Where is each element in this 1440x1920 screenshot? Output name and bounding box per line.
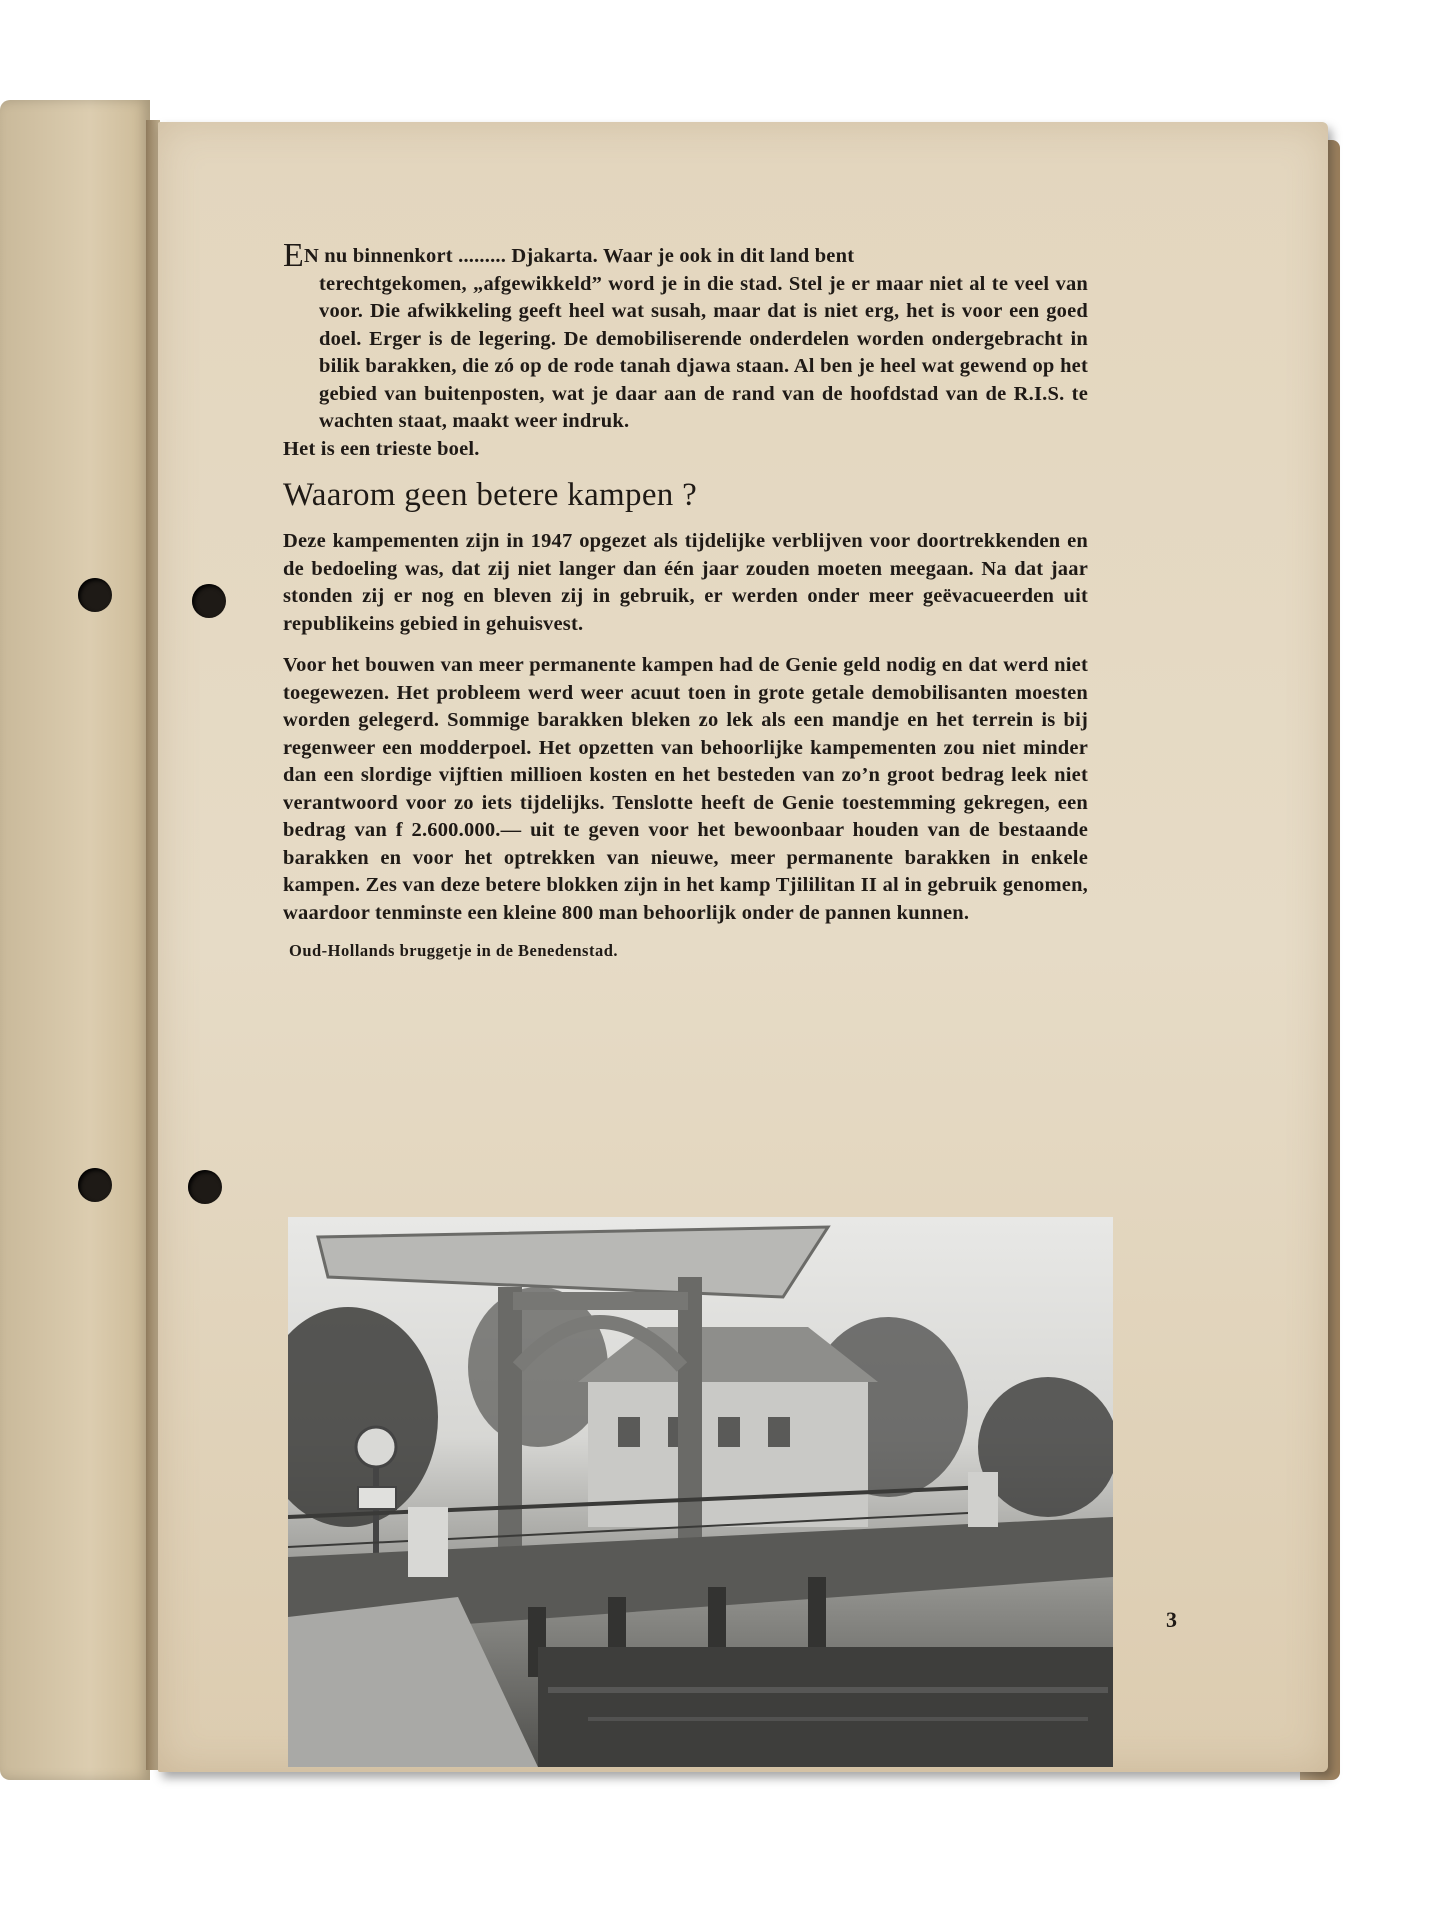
page-number: 3 xyxy=(1166,1607,1177,1632)
page-text xyxy=(283,237,1088,983)
punch-hole-upper xyxy=(192,584,226,618)
body-paragraph-2: Voor het bouwen van meer permanente kampen had de Genie geld nodig en dat werd niet toegewezen. Het probleem werd weer acuut toen in grote getale demobilisanten moesten worden gelegerd. Sommige barakken bleken zo lek als een mandje en het terrein is bij regenweer een modderpoel. Het opzetten van behoorlijke kampementen zou niet minder dan een slordige vijftien millioen kosten en het besteden van zo’n groot bedrag leek niet verantwoord voor zo iets tijdelijks. Tenslotte heeft de Genie toestemming gekregen, een bedrag van f 2.600.000.— uit te geven voor het bewoonbaar houden van de bestaande barakken en voor het optrekken van nieuwe, meer permanente barakken in enkele kampen. Zes van deze betere blokken zijn in het kamp Tjililitan II al in gebruik genomen, waardoor tenminste een kleine 800 man behoorlijk onder de pannen kunnen. xyxy=(283,654,1088,924)
lead-first-line-text: N nu binnenkort ......... Djakarta. Waar je ook in dit land bent xyxy=(303,245,855,267)
punch-hole-left-upper xyxy=(78,578,112,612)
previous-page-edge xyxy=(0,100,150,1780)
lead-paragraph xyxy=(283,237,1088,463)
drop-cap: E xyxy=(283,237,304,274)
punch-hole-left-lower xyxy=(78,1168,112,1202)
lead-first-line xyxy=(283,237,1088,274)
body-paragraph-1: Deze kampementen zijn in 1947 opgezet als tijdelijke verblijven voor doortrekkenden en de bedoeling was, dat zij niet langer dan één jaar zouden moeten meegaan. Na dat jaar stonden zij er nog en bleven zij in gebruik, er werden onder meer geëvacueerden uit republikeins gebied in gehuisvest. xyxy=(283,530,1088,635)
drawbridge-illustration xyxy=(288,1217,1113,1767)
book-page xyxy=(158,122,1328,1772)
bridge-photo xyxy=(288,1217,1113,1767)
punch-hole-lower xyxy=(188,1170,222,1204)
lead-closing: Het is een trieste boel. xyxy=(283,437,480,460)
section-heading: Waarom geen betere kampen ? xyxy=(283,477,698,513)
lead-body: terechtgekomen, „afgewikkeld” word je in die stad. Stel je er maar niet al te veel van voor. Die afwikkeling geeft heel wat susah, maar dat is niet erg, het is voor een goed doel. Erger is de legering. De demobiliserende onderdelen worden ondergebracht in bilik barakken, die zó op de rode tanah djawa staan. Al ben je heel wat gewend op het gebied van buitenposten, wat je daar aan de rand van de hoofdstad van de R.I.S. te wachten staat, maakt weer indruk. xyxy=(319,272,1088,432)
photo-caption: Oud-Hollands bruggetje in de Benedenstad. xyxy=(289,941,619,960)
